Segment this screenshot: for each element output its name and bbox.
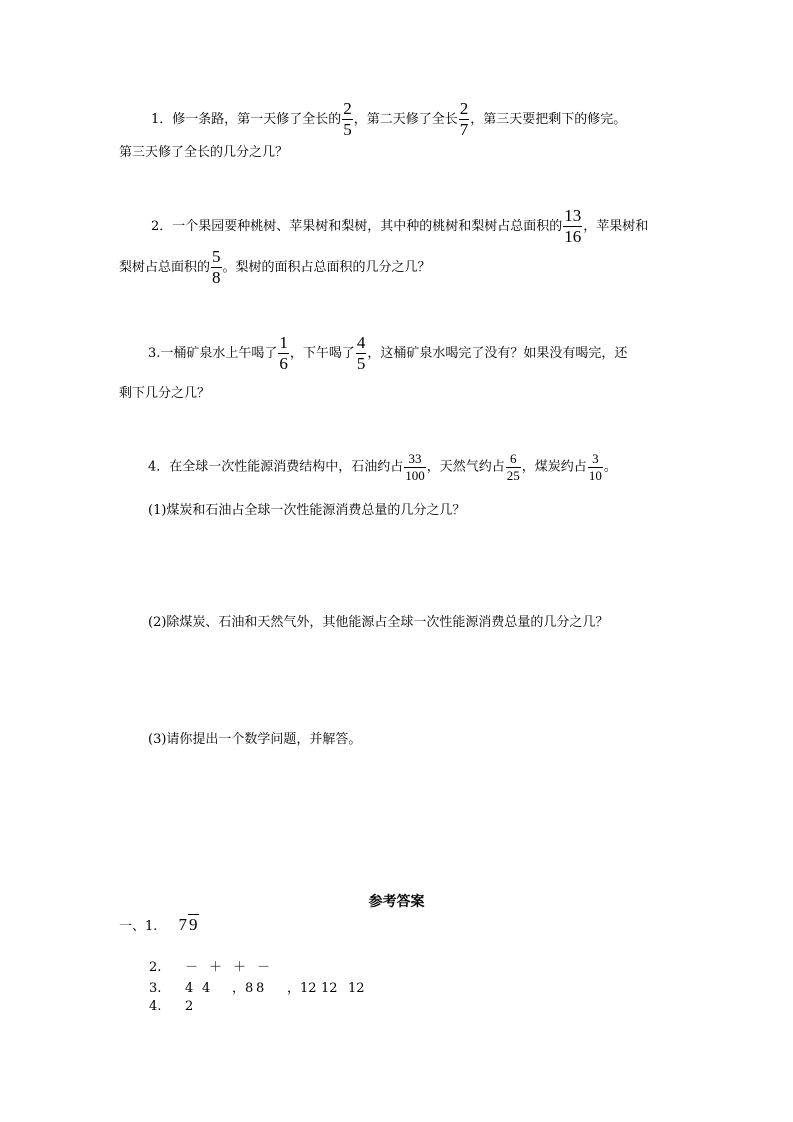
answer-4-label: 4.	[149, 999, 162, 1014]
question-1-text-b: ，第二天修了全长	[353, 111, 458, 127]
fraction-33-100: $\frac{33}{100}$	[405, 451, 425, 483]
question-4-text-b: ，天然气约占	[426, 459, 505, 475]
answer-1-label: 一、1.	[119, 919, 158, 934]
question-2-line-1	[151, 207, 648, 246]
answer-3-value: 4	[185, 981, 194, 996]
answer-3-value: ，8	[232, 981, 254, 996]
question-1-text-a: 1．修一条路，第一天修了全长的	[151, 111, 342, 127]
answer-2-value: ＋	[209, 960, 223, 975]
answer-2-value: －	[257, 960, 271, 975]
question-2-text-b: ，苹果树和	[583, 218, 649, 234]
question-3-text-a: 3.一桶矿泉水上午喝了	[148, 345, 278, 361]
question-2-line-2	[119, 248, 431, 287]
answer-3-value: 4	[202, 981, 211, 996]
answer-2-value: ＋	[233, 960, 247, 975]
answer-3-value: ，12	[287, 981, 317, 996]
question-4-text-d: 。	[603, 459, 617, 475]
question-4-sub-1: (1)煤炭和石油占全球一次性能源消费总量的几分之几？	[148, 503, 466, 518]
question-1-text-c: ，第三天要把剩下的修完。	[470, 111, 627, 127]
fraction-3-10: $\frac{3}{10}$	[588, 451, 602, 483]
fraction-2-5: $\frac{2}{5}$	[343, 99, 352, 139]
question-1-line-1	[151, 100, 626, 139]
fraction-2-7: $\frac{2}{7}$	[459, 99, 469, 139]
answer-2-label: 2.	[149, 960, 162, 975]
answer-2	[149, 956, 270, 975]
question-4-text-a: 4．在全球一次性能源消费结构中，石油约占	[148, 459, 404, 475]
answer-3-value: 12	[321, 981, 338, 996]
question-2-text-d: 。梨树的面积占总面积的几分之几？	[222, 259, 431, 275]
question-3-text-b: ，下午喝了	[289, 345, 355, 361]
question-1-line-2: 第三天修了全长的几分之几？	[119, 145, 289, 160]
fraction-4-5: $\frac{4}{5}$	[356, 333, 366, 373]
answer-4	[149, 999, 193, 1014]
answer-3-label: 3.	[149, 981, 162, 996]
question-2-text-a: 2．一个果园要种桃树、苹果树和梨树，其中种的桃树和梨树占总面积的	[151, 218, 563, 234]
question-3-text-c: ，这桶矿泉水喝完了没有？如果没有喝完，还	[367, 345, 628, 361]
question-2-text-c: 梨树占总面积的	[119, 259, 211, 275]
fraction-13-16: $\frac{13}{16}$	[564, 206, 582, 246]
question-4-line-1	[148, 452, 617, 482]
question-4-sub-2: (2)除煤炭、石油和天然气外，其他能源占全球一次性能源消费总量的几分之几？	[148, 615, 609, 630]
answer-4-value: 2	[185, 999, 194, 1014]
fraction-5-8: $\frac{5}{8}$	[212, 247, 221, 287]
answer-3-value: 8	[256, 981, 265, 996]
answers-title: 参考答案	[368, 894, 425, 910]
question-3-line-1	[148, 334, 627, 373]
question-4-sub-3: (3)请你提出一个数学问题，并解答。	[148, 732, 362, 747]
answer-1-fraction: 7 9	[178, 915, 198, 934]
fraction-1-6: $\frac{1}{6}$	[279, 333, 288, 373]
answer-1	[119, 914, 200, 935]
fraction-6-25: $\frac{6}{25}$	[506, 451, 520, 483]
answer-3	[149, 977, 365, 996]
question-3-line-2: 剩下几分之几？	[119, 386, 211, 401]
answer-2-value: －	[185, 960, 199, 975]
question-4-text-c: ，煤炭约占	[521, 459, 587, 475]
answer-3-value: 12	[348, 981, 365, 996]
